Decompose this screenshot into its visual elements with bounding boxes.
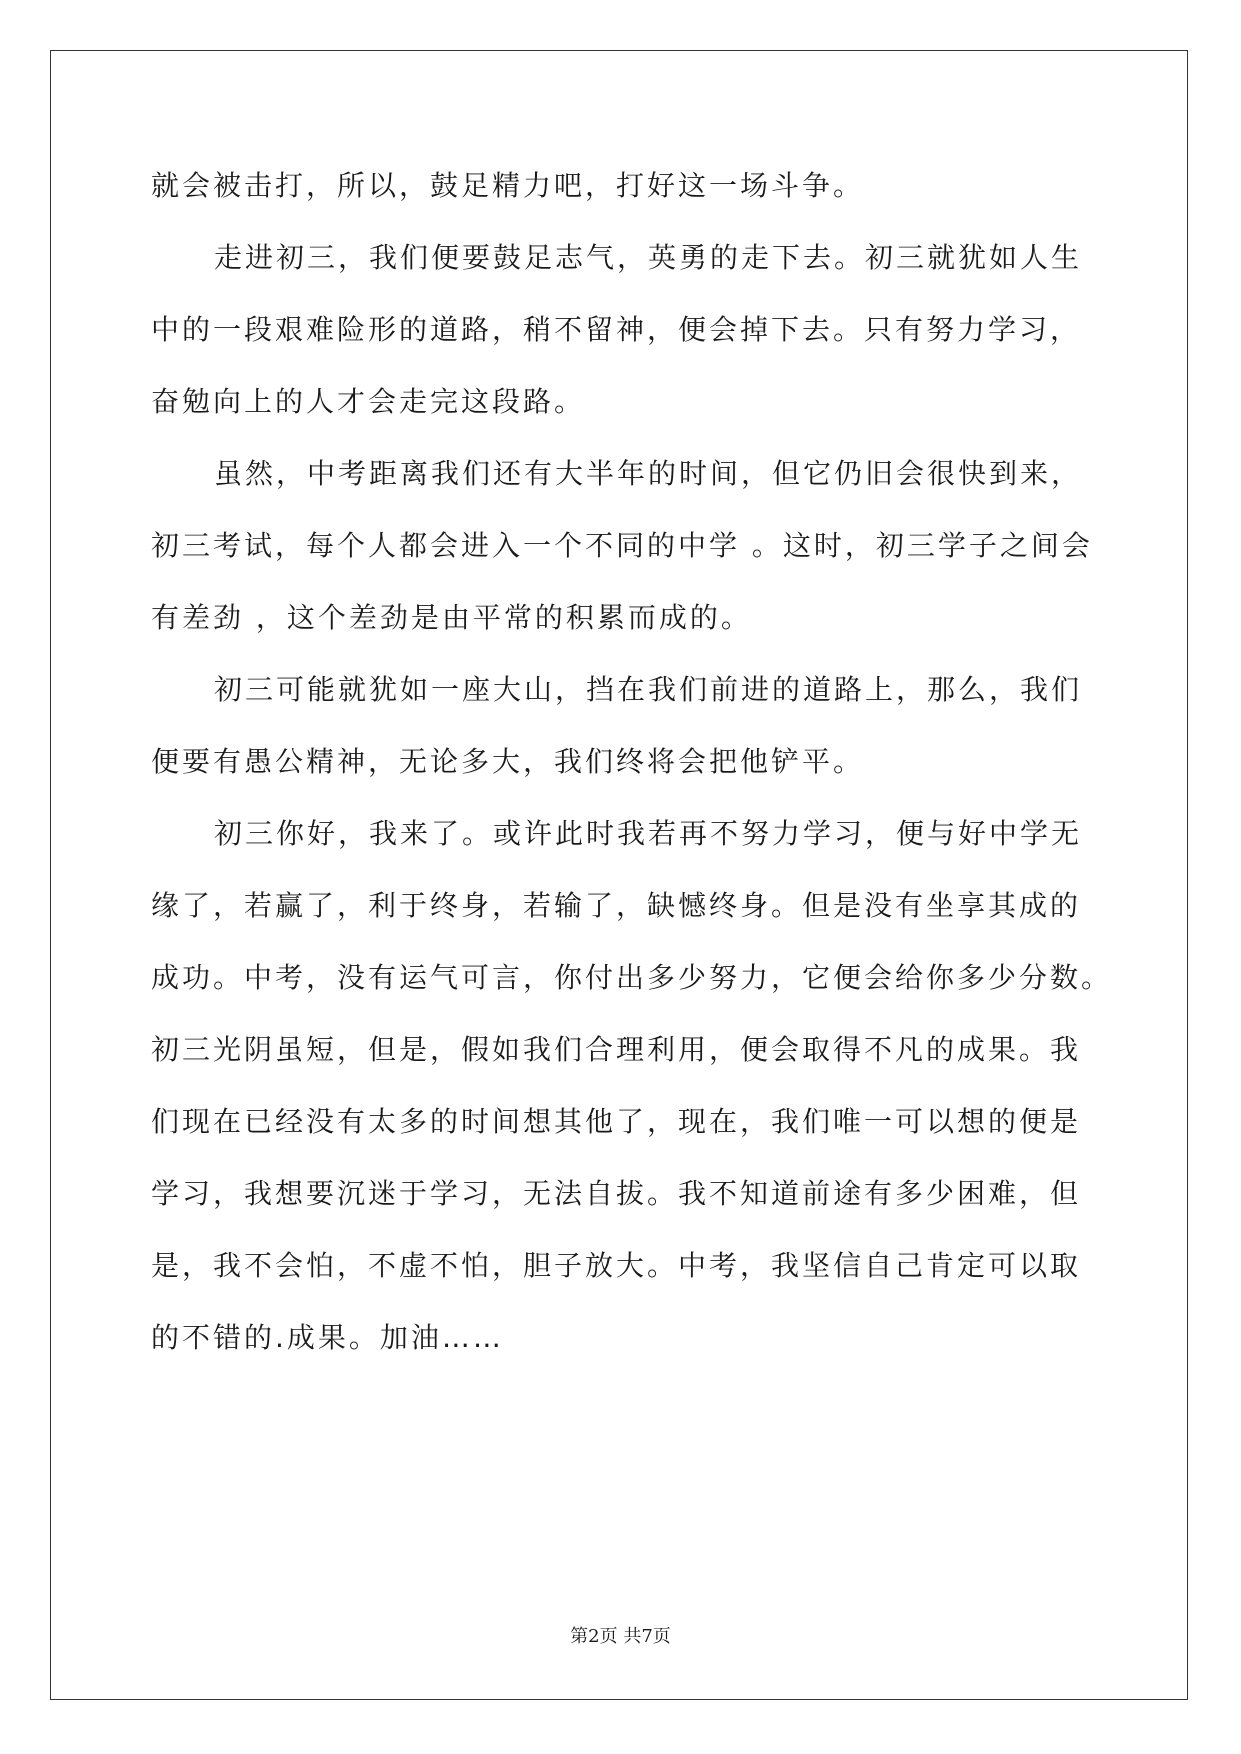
- body-line: 成功。中考，没有运气可言，你付出多少努力，它便会给你多少分数。: [151, 961, 1113, 994]
- body-line: 初三可能就犹如一座大山，挡在我们前进的道路上，那么，我们: [214, 673, 1083, 706]
- body-line: 就会被击打，所以，鼓足精力吧，打好这一场斗争。: [151, 169, 865, 202]
- body-line: 奋勉向上的人才会走完这段路。: [151, 385, 586, 418]
- body-line: 中的一段艰难险形的道路，稍不留神，便会掉下去。只有努力学习，: [151, 313, 1082, 346]
- body-line: 缘了，若赢了，利于终身，若输了，缺憾终身。但是没有坐享其成的: [151, 889, 1082, 922]
- body-line: 是，我不会怕，不虚不怕，胆子放大。中考，我坚信自己肯定可以取: [151, 1249, 1082, 1282]
- body-line: 初三光阴虽短，但是，假如我们合理利用，便会取得不凡的成果。我: [151, 1033, 1082, 1066]
- body-line: 们现在已经没有太多的时间想其他了，现在，我们唯一可以想的便是: [151, 1105, 1082, 1138]
- body-line: 走进初三，我们便要鼓足志气，英勇的走下去。初三就犹如人生: [214, 241, 1083, 274]
- body-line: 初三考试，每个人都会进入一个不同的中学 。这时，初三学子之间会: [151, 529, 1093, 562]
- body-line: 有差劲 ，这个差劲是由平常的积累而成的。: [151, 601, 752, 634]
- body-line: 学习，我想要沉迷于学习，无法自拔。我不知道前途有多少困难，但: [151, 1177, 1082, 1210]
- body-line: 初三你好，我来了。或许此时我若再不努力学习，便与好中学无: [214, 817, 1083, 850]
- page-number-footer: 第2页 共7页: [570, 1626, 671, 1647]
- body-line: 的不错的.成果。加油……: [151, 1321, 504, 1354]
- body-line: 虽然，中考距离我们还有大半年的时间，但它仍旧会很快到来，: [214, 457, 1083, 490]
- body-line: 便要有愚公精神，无论多大，我们终将会把他铲平。: [151, 745, 865, 778]
- page-border: [50, 50, 1188, 1700]
